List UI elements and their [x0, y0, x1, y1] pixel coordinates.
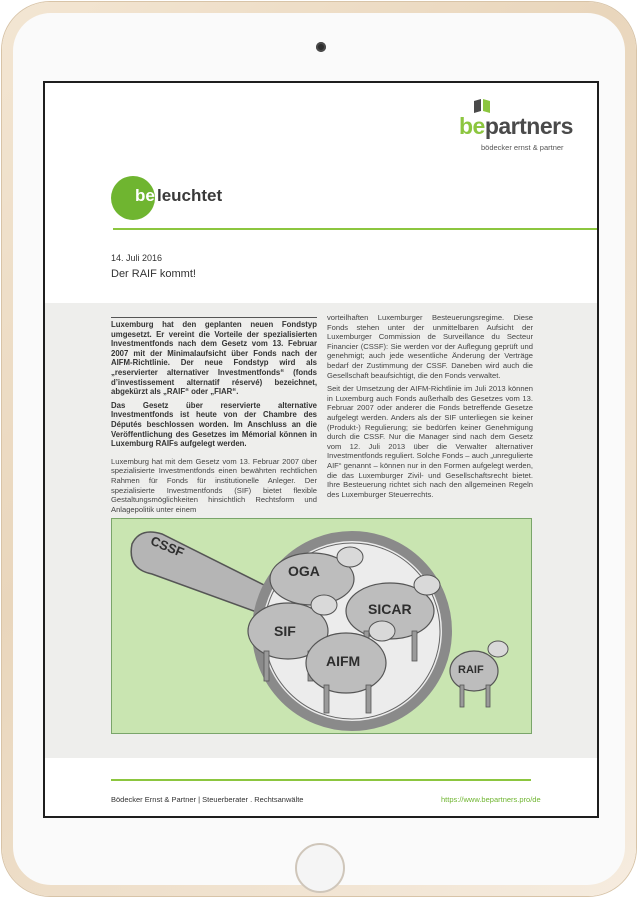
body-paragraph: Luxemburg hat mit dem Gesetz vom 13. Februar 2007 über spezialisierte Investmentfonds einen bewährten rechtlichen Rahmen für Fonds für institutionelle Anleger. Der spezialisierte Investmentfonds (SIF) bietet flexible Gestaltungsmöglichkeiten hinsichtlich Rechtsform und Anlagepolitik unter einem — [111, 456, 317, 514]
brand-be: be — [135, 186, 155, 205]
brand-leuchtet: leuchtet — [157, 186, 223, 205]
logo-wordmark — [459, 113, 573, 140]
lead-paragraph: Luxemburg hat den geplanten neuen Fondstyp umgesetzt. Er vereint die Vorteile der spezialisierten Investmentfonds nach dem Gesetz vom 13. Februar 2007 mit der Minimalaufsicht über Fonds nach der AIFM-Richtlinie. Der neue Fondstyp wird als „reservierter alternativer Investmentfonds“ (fonds d’investissement alternatif réservé) bezeichnet, abgekürzt als „RAIF“ oder „FIAR“. — [111, 317, 317, 397]
footer-link[interactable]: https://www.bepartners.pro/de — [441, 795, 541, 804]
logo-subtitle: bödecker ernst & partner — [481, 143, 564, 152]
label-sicar: SICAR — [368, 601, 412, 617]
label-sif: SIF — [274, 623, 296, 639]
camera-icon — [316, 42, 326, 52]
body-paragraph: Seit der Umsetzung der AIFM-Richtlinie im Juli 2013 können in Luxemburg auch Fonds außerhalb des Gesetzes vom 13. Februar 2007 oder anderer die Fonds betreffende Gesetze aufgelegt werden. Anders als der SIF unterliegen sie keiner (Produkt-) Regulierung; sie bedürfen keiner Genehmigung durch die CSSF. Nur die Manager sind nach dem Gesetz vom 12. Juli 2013 über die Verwalter alternativer Investmentfonds reguliert. Solche Fonds – auch „unregulierte AIF“ genannt – können nur in den Formen aufgelegt werden, die das Luxemburger Zivil- und Gesellschaftsrecht bietet. Ihre Besteuerung richtet sich nach den allgemeinen Regeln des Luxemburger Steuerrechts. — [327, 384, 533, 499]
logo-be: be — [459, 113, 485, 139]
header-divider — [113, 228, 598, 230]
article-column-left — [111, 317, 317, 518]
footer-divider — [111, 779, 531, 781]
body-paragraph: vorteilhaften Luxemburger Besteuerungsregime. Diese Fonds stehen unter der unmittelbaren Aufsicht der Luxemburger Commission de Surveillance du Secteur Financier (CSSF): Sie werden vor der Auflegung geprüft und genehmigt; auch jede wesentliche Änderung der Verträge bedarf der Zustimmung der CSSF. Daneben wird auch die Gesellschaft beaufsichtigt, die den Fonds verwaltet. — [327, 313, 533, 380]
label-cssf: CSSF — [148, 533, 187, 560]
article-column-right — [327, 313, 533, 503]
sheep-illustration — [111, 518, 532, 734]
bepartners-logo[interactable] — [459, 99, 573, 159]
lead-paragraph-2: Das Gesetz über reservierte alternative Investmentfonds ist heute von der Chambre des Députés beschlossen worden. Im Anschluss an die Veröffentlichung des Gesetzes im Mémorial können in Luxemburg RAIFs aufgelegt werden. — [111, 400, 317, 449]
home-button[interactable] — [295, 843, 345, 893]
screen — [43, 81, 599, 818]
article-title: Der RAIF kommt! — [111, 268, 196, 280]
book-icon — [473, 99, 491, 113]
article-date: 14. Juli 2016 — [111, 253, 163, 263]
footer-company: Bödecker Ernst & Partner | Steuerberater . Rechtsanwälte — [111, 795, 304, 804]
label-oga: OGA — [288, 563, 320, 579]
label-raif: RAIF — [458, 664, 484, 676]
logo-partners: partners — [484, 113, 573, 139]
label-aifm: AIFM — [326, 653, 361, 669]
